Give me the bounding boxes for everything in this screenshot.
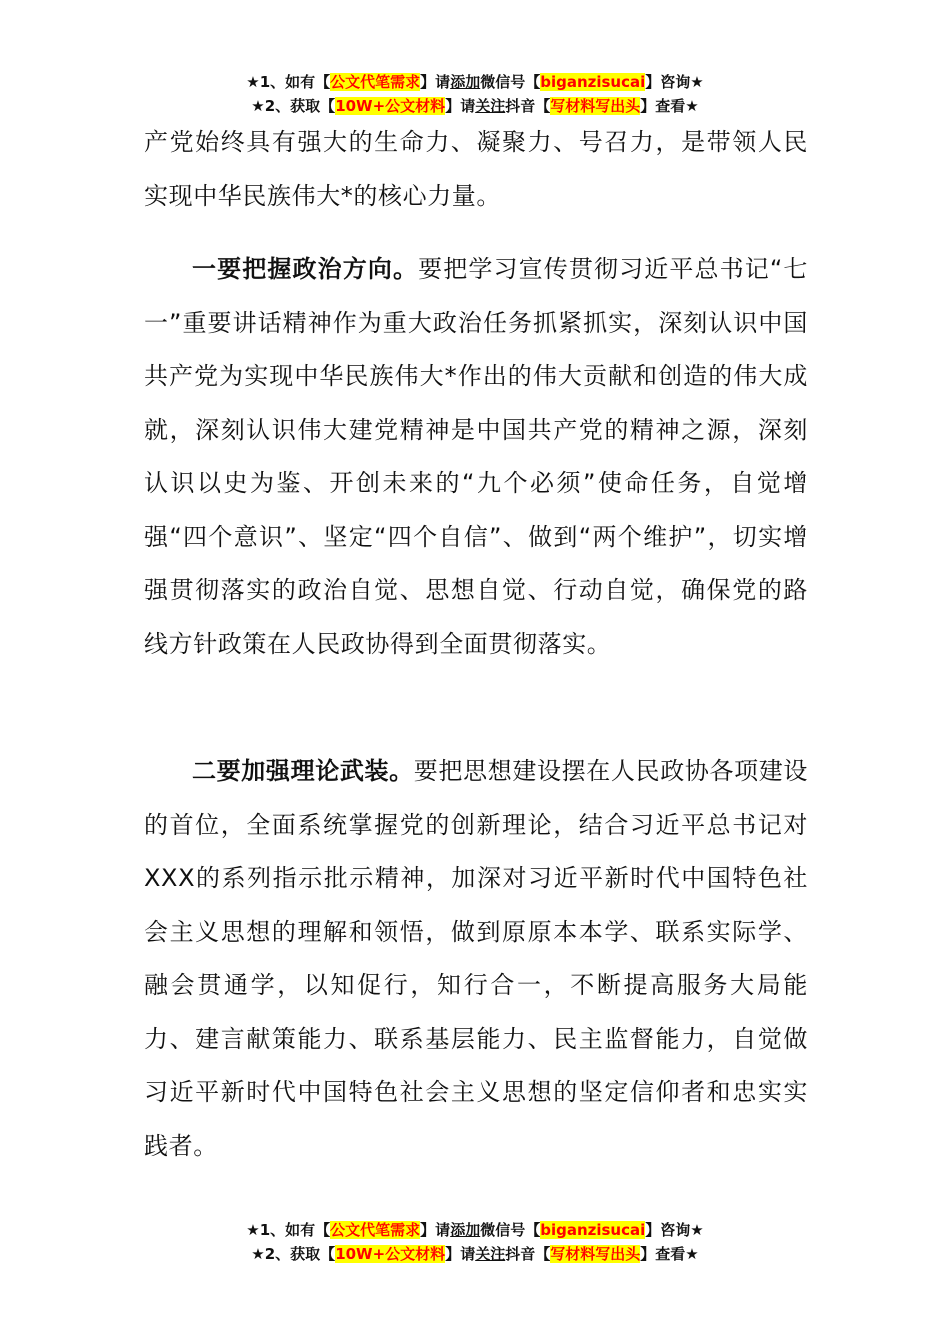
footer-banner	[0, 1218, 950, 1266]
paragraph	[144, 745, 808, 1173]
footer-banner-line-1	[0, 1218, 950, 1242]
paragraph-heading: 一要把握政治方向。	[192, 255, 419, 283]
header-banner-line-2	[0, 94, 950, 118]
highlight-service: 公文代笔需求	[330, 73, 421, 91]
banner-text: 】咨询★	[645, 73, 704, 91]
banner-text: 】查看★	[640, 1245, 699, 1263]
banner-text: ★2、获取【	[251, 1245, 336, 1263]
paragraph-theoretical-armament	[144, 745, 808, 1173]
header-banner	[0, 70, 950, 118]
highlight-douyin-account: 写材料写出头	[550, 97, 641, 115]
highlight-service: 公文代笔需求	[330, 1221, 421, 1239]
highlight-materials: 10W+公文材料	[335, 1245, 446, 1263]
underlined-word: 关注	[475, 1245, 506, 1263]
highlight-douyin-account: 写材料写出头	[550, 1245, 641, 1263]
paragraph-text: 要把学习宣传贯彻习近平总书记“七一”重要讲话精神作为重大政治任务抓紧抓实，深刻认识中国共产党为实现中华民族伟大*作出的伟大贡献和创造的伟大成就，深刻认识伟大建党精神是中国共产党的精神之源，深刻认识以史为鉴、开创未来的“九个必须”使命任务，自觉增强“四个意识”、坚定“四个自信”、做到“两个维护”，切实增强贯彻落实的政治自觉、思想自觉、行动自觉，确保党的路线方针政策在人民政协得到全面贯彻落实。	[144, 255, 808, 658]
banner-text: 抖音【	[505, 1245, 551, 1263]
banner-text: 】请	[445, 1245, 476, 1263]
highlight-materials: 10W+公文材料	[335, 97, 446, 115]
banner-text: ★1、如有【	[246, 73, 331, 91]
paragraph-heading: 二要加强理论武装。	[192, 757, 414, 785]
banner-text: ★2、获取【	[251, 97, 336, 115]
banner-text: 】请	[445, 97, 476, 115]
header-banner-line-1	[0, 70, 950, 94]
highlight-wechat-id: biganzisucai	[540, 1221, 646, 1239]
highlight-wechat-id: biganzisucai	[540, 73, 646, 91]
banner-text: 】查看★	[640, 97, 699, 115]
banner-text: 】请	[420, 73, 451, 91]
continuation-paragraph	[144, 116, 808, 223]
banner-text: ★1、如有【	[246, 1221, 331, 1239]
banner-text: 抖音【	[505, 97, 551, 115]
banner-text: 】请	[420, 1221, 451, 1239]
paragraph-text: 产党始终具有强大的生命力、凝聚力、号召力，是带领人民实现中华民族伟大*的核心力量。	[144, 128, 808, 210]
banner-text: 】咨询★	[645, 1221, 704, 1239]
footer-banner-line-2	[0, 1242, 950, 1266]
banner-text: 微信号【	[480, 1221, 541, 1239]
paragraph	[144, 243, 808, 671]
underlined-word: 关注	[475, 97, 506, 115]
underlined-word: 添加	[450, 1221, 481, 1239]
banner-text: 微信号【	[480, 73, 541, 91]
underlined-word: 添加	[450, 73, 481, 91]
paragraph-text: 要把思想建设摆在人民政协各项建设的首位，全面系统掌握党的创新理论，结合习近平总书记对XXX的系列指示批示精神，加深对习近平新时代中国特色社会主义思想的理解和领悟，做到原原本本学、联系实际学、融会贯通学，以知促行，知行合一，不断提高服务大局能力、建言献策能力、联系基层能力、民主监督能力，自觉做习近平新时代中国特色社会主义思想的坚定信仰者和忠实实践者。	[144, 757, 808, 1160]
paragraph-political-direction	[144, 243, 808, 671]
